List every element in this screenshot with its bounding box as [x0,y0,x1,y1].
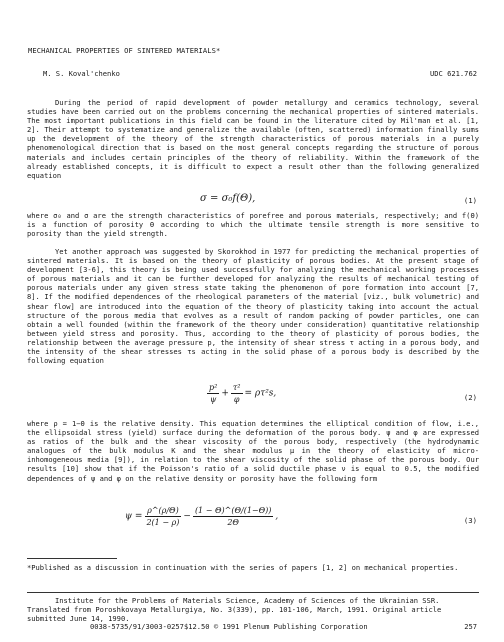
paragraph-1: During the period of rapid development of powder metallurgy and ceramics technology, several studies have been carried out on the problems concerning the mechanical properties of sintered materials. The most important publications in this field can be found in the literature cited by Mil'man et al. [1, 2]. Their attempt to systematize and generalize the available (often, scattered) information finally sums up the development of the theory of the strength characteristics of porous materials in a purely phenomenological direction that is based on the most general concepts regarding the structure of porous materials and includes certain principles of the theory of reliability. Within the framework of the already established concepts, it is difficult to expect a result other than the following generalized equation [27,98,479,180]
affiliation-note: Institute for the Problems of Materials Science, Academy of Sciences of the Ukrainian SSR. Translated from Poroshkovaya Metallurgiya, No. 3(339), pp. 101-106, March, 1991. Original article submitted June 14, 1990. [27,596,442,624]
paragraph-2: where σ₀ and σ are the strength characteristics of porefree and porous materials, respectively; and f(Θ) is a function of porosity Θ according to which the ultimate tensile strength is more sensitive to porosity than the yield strength. [27,211,479,239]
eq3-frac-2: $\frac{(1 - \Theta)\^{}(\Theta/(1-\Theta))}{2\Theta}$ [194,506,272,527]
eq2-frac-2: $\frac{\text{τ²}}{\varphi}$ [232,383,241,404]
paragraph-3: Yet another approach was suggested by Skorokhod in 1977 for predicting the mechanical properties of sintered materials. It is based on the theory of plasticity of porous bodies. At the present stage of development [3-6], this theory is being used successfully for analyzing the mechanical working processes of porous materials and it can be further developed for analyzing the results of mechanical testing of porous materials under any given stress state taking the phenomenon of pore formation into account [7, 8]. If the modified dependences of the rheological parameters of the material [viz., bulk volumetric) and shear flow] are introduced into the equation of the theory of plasticity taking into account the actual structure of the porous media that evolves as a result of random packing of powder particles, one can obtain a well founded (within the framework of the theory under consideration) quantitative relationship between yield stress and porosity. Thus, according to the theory of plasticity of porous bodies, the relationship between the average pressure p, the intensity of shear stress τ acting in a porous body, and the intensity of the shear stresses τs acting in the solid phase of a porous body is described by the following equation [27,247,479,366]
affiliation-divider [27,592,479,593]
eq2-frac-1: $\frac{\text{p²}}{\psi}$ [209,383,218,404]
paragraph-4: where ρ = 1−Θ is the relative density. This equation determines the elliptical condition of flow, i.e., the ellipsoidal stress (yield) surface during the deformation of the porous body. ψ and φ are expressed as ratios of the bulk and the shear viscosity of the porous body, respectively (the hydrodynamic analogues of the bulk modulus K and the shear modulus μ in the theory of elasticity of micro-inhomogeneous media [9]), in relation to the shear viscosity of the solid phase of the porous body. Our results [10] show that if the Poisson's ratio of a solid ductile phase ν is equal to 0.5, the modified dependences of ψ and φ on the relative density or porosity have the following form [27,419,479,483]
page-number: 257 [464,622,477,631]
equation-3-number: (3) [463,516,477,525]
footnote-divider [27,558,117,559]
equation-1-number: (1) [463,196,477,205]
equation-3: ψ = $\frac{\rho\^{}(\rho/\Theta)}{2(1 - \rho)}$ − $\frac{(1 - \Theta)\^{}(\Theta/(1-\Theta))}{2\Theta}$ , [125,506,279,527]
equation-2: $\frac{\text{p²}}{\psi}$ + $\frac{\text{τ²}}{\varphi}$ = ρτ²s, [209,383,277,404]
author-name: M. S. Koval'chenko [43,69,120,78]
eq3-frac-1: $\frac{\rho\^{}(\rho/\Theta)}{2(1 - \rho)}$ [146,506,180,527]
equation-2-number: (2) [463,393,477,402]
copyright-code: 0038-5735/91/3003-0257$12.50 © 1991 Plenum Publishing Corporation [90,622,368,631]
equation-1: σ = σ₀f(Θ), [200,193,256,204]
article-title: MECHANICAL PROPERTIES OF SINTERED MATERIALS* [28,46,221,55]
footnote: *Published as a discussion in continuation with the series of papers [1, 2] on mechanical properties. [27,563,459,572]
udc-code: UDC 621.762 [430,69,477,78]
